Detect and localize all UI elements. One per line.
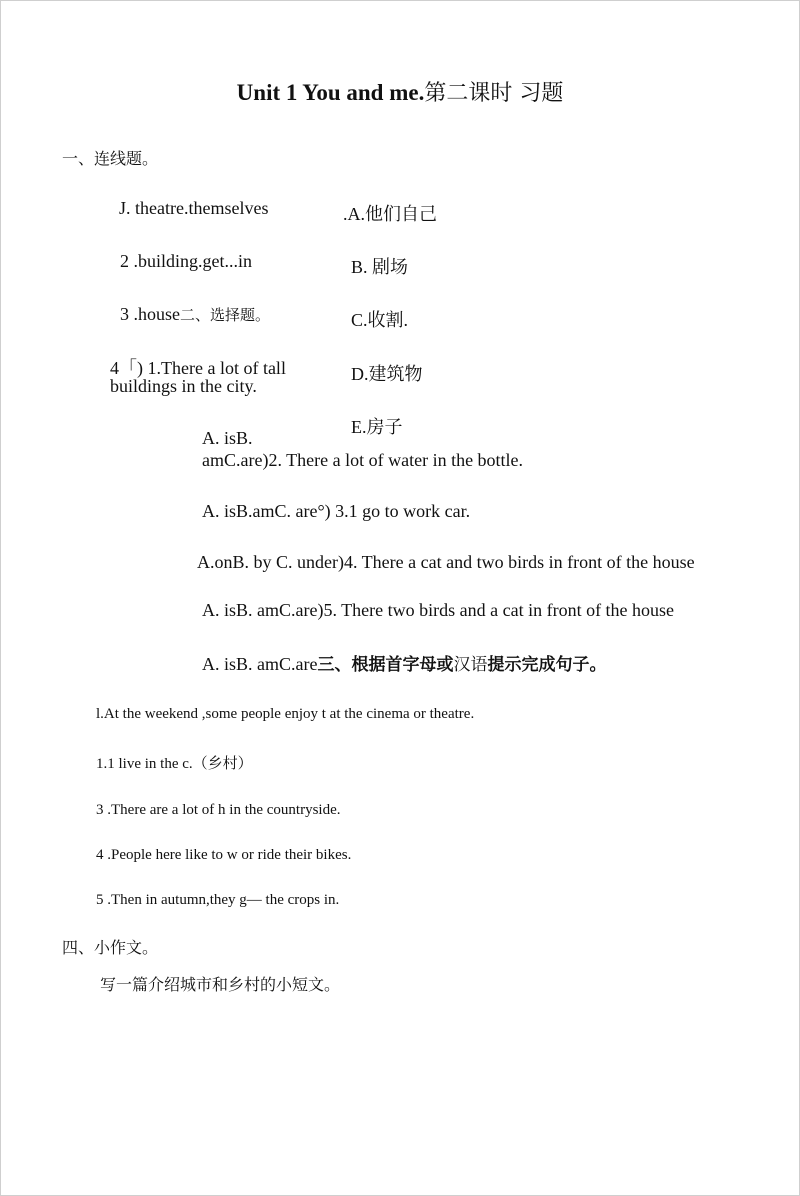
match-right-c: [351, 306, 408, 332]
section3-heading-b: 汉语: [453, 655, 488, 675]
choice-line-b: amC.are)2. There a lot of water in the bottle.: [202, 450, 524, 470]
choice-q1-line1: 4「) 1.There a lot of tall: [110, 358, 286, 378]
section3-heading-a: 三、根据首字母或: [317, 655, 454, 675]
match-right-a: [343, 200, 437, 226]
match-left-3: [120, 304, 270, 325]
section4-prompt: 写一篇介绍城市和乡村的小短文。: [100, 975, 341, 994]
choice-line-f: [202, 650, 606, 675]
choice-line-d: A.onB. by C. under)4. There a cat and two birds in front of the house: [197, 552, 695, 572]
choice-q1-line2: buildings in the city.: [110, 376, 257, 396]
choice-line-a: A. isB.: [202, 428, 253, 448]
match-right-e: [351, 413, 403, 439]
match-right-c-text: C.收割.: [351, 310, 409, 330]
fill-item-4: 4 .People here like to w or ride their bikes.: [96, 847, 352, 863]
choice-line-c: A. isB.amC. are°) 3.1 go to work car.: [202, 501, 471, 521]
match-left-3-text: 3 .house: [120, 304, 180, 324]
match-right-d-text: D.建筑物: [351, 364, 423, 384]
fill-item-5: 5 .Then in autumn,they g— the crops in.: [96, 892, 340, 908]
choice-line-f-text: A. isB. amC.are: [202, 654, 318, 674]
title-en: Unit 1 You and me.: [236, 80, 425, 105]
match-right-b: [351, 253, 408, 279]
fill-item-1: l.At the weekend ,some people enjoy t at the cinema or theatre.: [96, 706, 475, 722]
match-right-b-text: B. 剧场: [351, 257, 409, 277]
choice-line-e: A. isB. amC.are)5. There two birds and a cat in front of the house: [202, 600, 675, 620]
match-right-e-text: E.房子: [351, 417, 403, 437]
match-right-a-text: .A.他们自己: [343, 204, 437, 224]
section3-heading-c: 提示完成句子。: [487, 655, 607, 675]
fill-item-2: 1.1 live in the c.（乡村）: [96, 756, 253, 772]
match-right-d: [351, 360, 423, 386]
page-title: [0, 76, 800, 107]
match-left-1: J. theatre.themselves: [119, 198, 269, 218]
match-left-2: 2 .building.get...in: [120, 251, 252, 271]
section4-heading: 四、小作文。: [62, 938, 159, 957]
section2-heading: 二、选择题。: [180, 306, 271, 324]
section1-heading: 一、连线题。: [62, 149, 159, 168]
fill-item-3: 3 .There are a lot of h in the countryside.: [96, 802, 341, 818]
title-cn: 第二课时 习题: [424, 81, 564, 106]
